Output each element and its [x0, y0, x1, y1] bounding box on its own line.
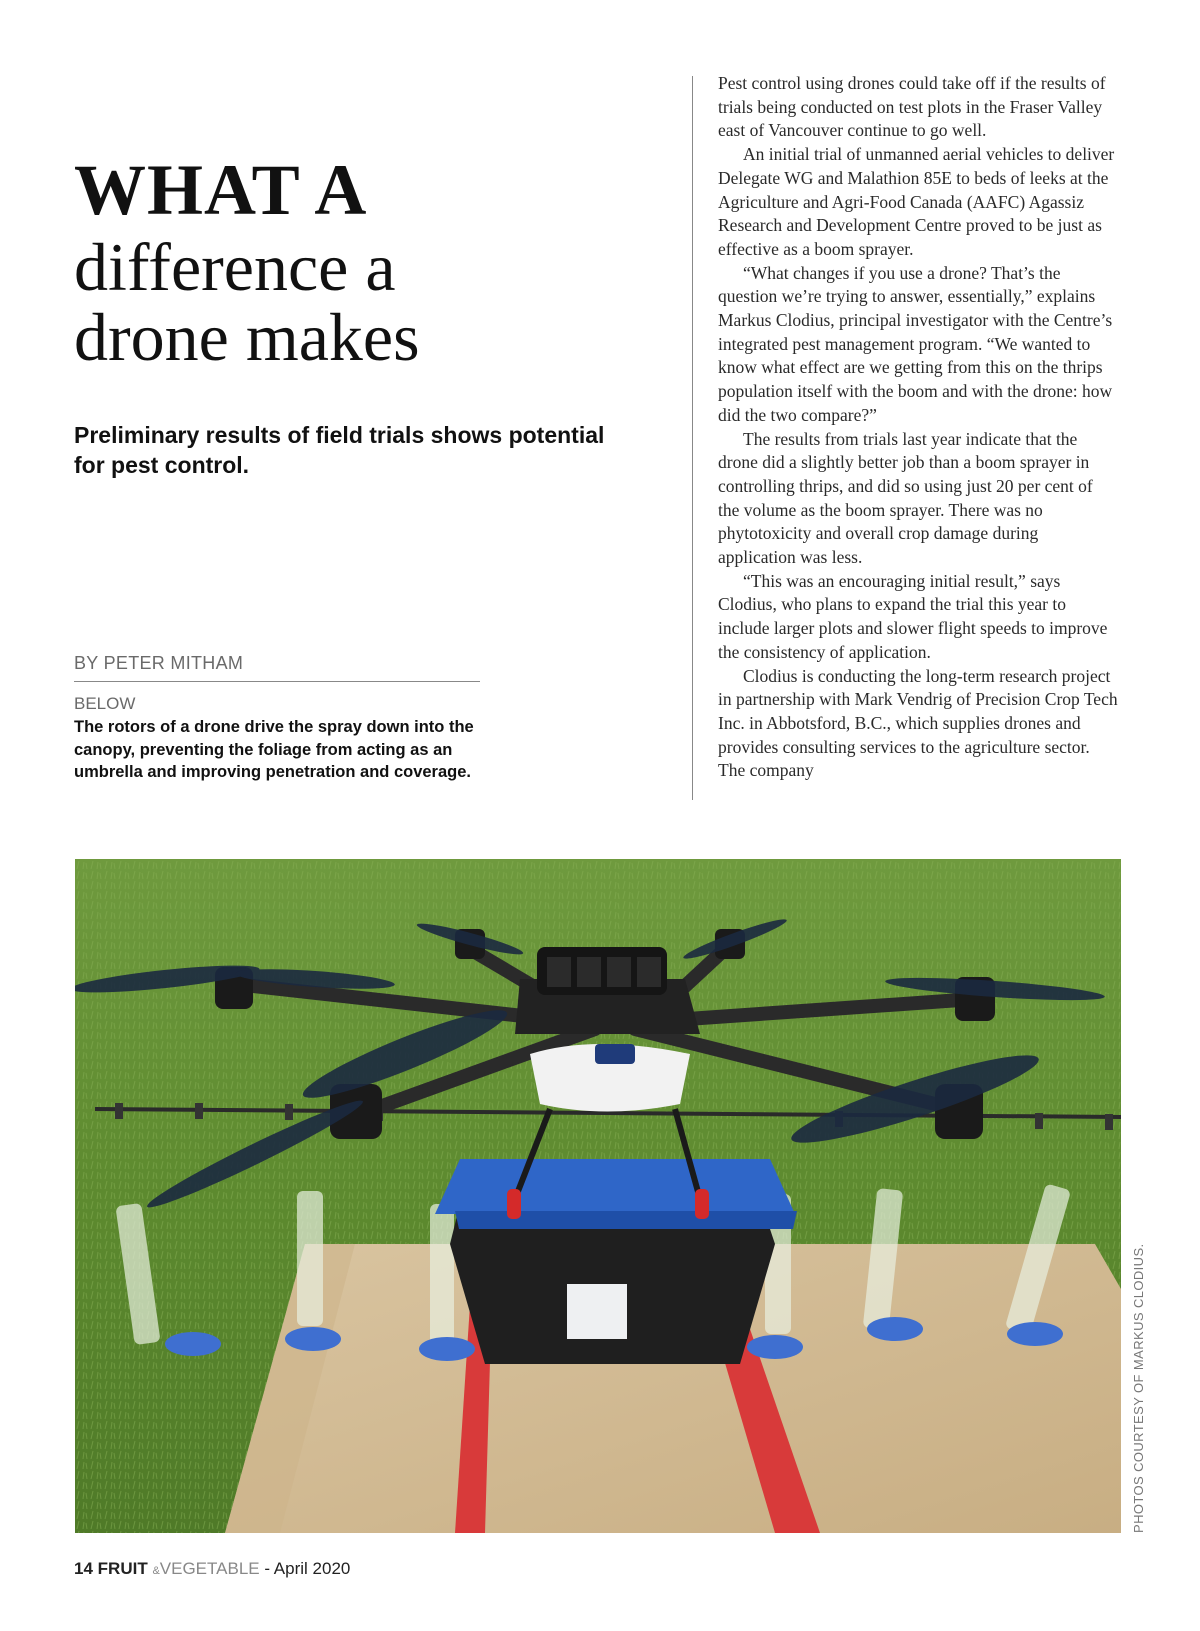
byline-divider	[74, 681, 480, 682]
article-body	[718, 72, 1118, 812]
drone-photo	[75, 859, 1121, 1533]
body-paragraph-5: “This was an encouraging initial result,” says Clodius, who plans to expand the trial this year to include larger plots and slower flight speeds to improve the consistency of application.	[718, 570, 1108, 662]
body-paragraph-6: Clodius is conducting the long-term research project in partnership with Mark Vendrig of Precision Crop Tech Inc. in Abbotsford, B.C., which supplies drones and provides consulting services to the agriculture sector. The company	[718, 665, 1118, 781]
magazine-name-ampersand: &	[152, 1565, 160, 1577]
caption-label: BELOW	[74, 694, 136, 713]
headline-line-2: difference a	[74, 229, 396, 305]
body-paragraph-2: An initial trial of unmanned aerial vehicles to deliver Delegate WG and Malathion 85E to beds of leeks at the Agriculture and Agri-Food Canada (AAFC) Agassiz Research and Development Centre proved to be just as effective as a boom sprayer.	[718, 144, 1115, 259]
headline-subtitle	[74, 229, 420, 375]
magazine-name-vegetable: VEGETABLE	[159, 1559, 260, 1578]
page-footer	[74, 1559, 350, 1579]
body-paragraph-4: The results from trials last year indicate that the drone did a slightly better job than a boom sprayer in controlling thrips, and did so using just 20 per cent of the volume as the boom sprayer. There was no phytotoxicity and overall crop damage during application was less.	[718, 428, 1093, 568]
page-number: 14	[74, 1559, 93, 1578]
body-paragraph-3: “What changes if you use a drone? That’s the question we’re trying to answer, essentially,” explains Markus Clodius, principal investigator with the Centre’s integrated pest management program. “We wanted to know what effect are we getting from this on the thrips population itself with the boom and with the drone: how did the two compare?”	[718, 262, 1113, 425]
article-dek: Preliminary results of field trials shows potential for pest control.	[74, 422, 605, 478]
byline: BY PETER MITHAM	[74, 653, 244, 673]
headline-line-3: drone makes	[74, 299, 420, 375]
photo-credit: PHOTOS COURTESY OF MARKUS CLODIUS.	[1131, 1243, 1146, 1533]
caption-text: The rotors of a drone drive the spray down into the canopy, preventing the foliage from acting as an umbrella and improving penetration and coverage.	[74, 718, 474, 781]
column-divider	[692, 76, 693, 800]
issue-date: - April 2020	[264, 1559, 351, 1578]
magazine-name-fruit: FRUIT	[97, 1559, 148, 1578]
body-paragraph-1: Pest control using drones could take off if the results of trials being conducted on test plots in the Fraser Valley east of Vancouver continue to go well.	[718, 73, 1106, 141]
headline-line-1: WHAT A	[74, 150, 368, 230]
